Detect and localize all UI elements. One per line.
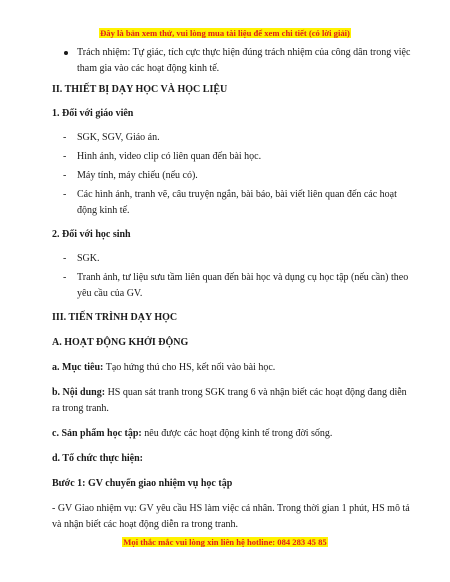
product-label: c. Sản phẩm học tập: [52, 428, 142, 439]
dash-marker: - [63, 170, 67, 181]
content-paragraph [52, 385, 412, 417]
list-item-text: SGK. [77, 253, 100, 264]
list-item [52, 149, 412, 165]
dash-marker: - [63, 132, 67, 143]
responsibility-text: Trách nhiệm: Tự giác, tích cực thực hiện đúng trách nhiệm của công dân trong việc tham gia vào các hoạt động kinh tế. [77, 47, 411, 74]
product-paragraph [52, 426, 412, 442]
dash-marker: - [63, 189, 67, 200]
list-item-text: Máy tính, máy chiếu (nếu có). [77, 170, 198, 181]
content-label: b. Nội dung: [52, 387, 106, 398]
organization-label: d. Tổ chức thực hiện: [52, 453, 143, 464]
objective-label: a. Mục tiêu: [52, 362, 104, 373]
activity-a-title: A. HOẠT ĐỘNG KHỞI ĐỘNG [52, 337, 189, 348]
dash-marker: - [63, 151, 67, 162]
list-item-text: Các hình ảnh, tranh vẽ, câu truyện ngắn, bài báo, bài viết liên quan đến các hoạt động kinh tế. [77, 189, 397, 216]
list-item [52, 187, 412, 219]
list-item [52, 130, 412, 146]
list-item-text: SGK, SGV, Giáo án. [77, 132, 160, 143]
section-ii-title: II. THIẾT BỊ DẠY HỌC VÀ HỌC LIỆU [52, 84, 228, 95]
step1-label: Bước 1: GV chuyển giao nhiệm vụ học tập [52, 478, 233, 489]
document-body [52, 45, 412, 533]
step1-heading [52, 476, 412, 492]
dash-marker: - [63, 253, 67, 264]
list-item [52, 168, 412, 184]
hotline-text: Mọi thắc mắc vui lòng xin liên hệ hotline: 084 283 45 85 [123, 537, 327, 547]
teacher-list [52, 130, 412, 219]
preview-notice-banner [0, 27, 450, 39]
responsibility-bullet [52, 45, 412, 77]
list-item [52, 270, 412, 302]
teacher-heading: 1. Đối với giáo viên [52, 108, 134, 119]
objective-text: Tạo hứng thú cho HS, kết nối vào bài học. [103, 362, 276, 373]
student-heading: 2. Đối với học sinh [52, 229, 131, 240]
dash-marker: - [63, 272, 67, 283]
objective-paragraph [52, 360, 412, 376]
bullet-icon [64, 51, 68, 55]
preview-notice-text: Đây là bản xem thử, vui lòng mua tài liệu để xem chi tiết (có lời giải) [100, 28, 350, 38]
organization-paragraph [52, 451, 412, 467]
content-text: HS quan sát tranh trong SGK trang 6 và nhận biết các hoạt động đang diễn ra trong tranh. [52, 387, 407, 414]
step1-paragraph: - GV Giao nhiệm vụ: GV yêu cầu HS làm việc cá nhân. Trong thời gian 1 phút, HS mô tả và nhận biết các hoạt động diễn ra trong tranh. [52, 503, 410, 530]
section-iii-title: III. TIẾN TRÌNH DẠY HỌC [52, 312, 178, 323]
list-item [52, 251, 412, 267]
list-item-text: Hình ảnh, video clip có liên quan đến bài học. [77, 151, 262, 162]
product-text: nêu được các hoạt động kinh tế trong đời sống. [141, 428, 333, 439]
student-list [52, 251, 412, 302]
hotline-banner [0, 536, 450, 548]
list-item-text: Tranh ảnh, tư liệu sưu tầm liên quan đến bài học và dụng cụ học tập (nếu cần) theo yêu cầu của GV. [77, 272, 409, 299]
